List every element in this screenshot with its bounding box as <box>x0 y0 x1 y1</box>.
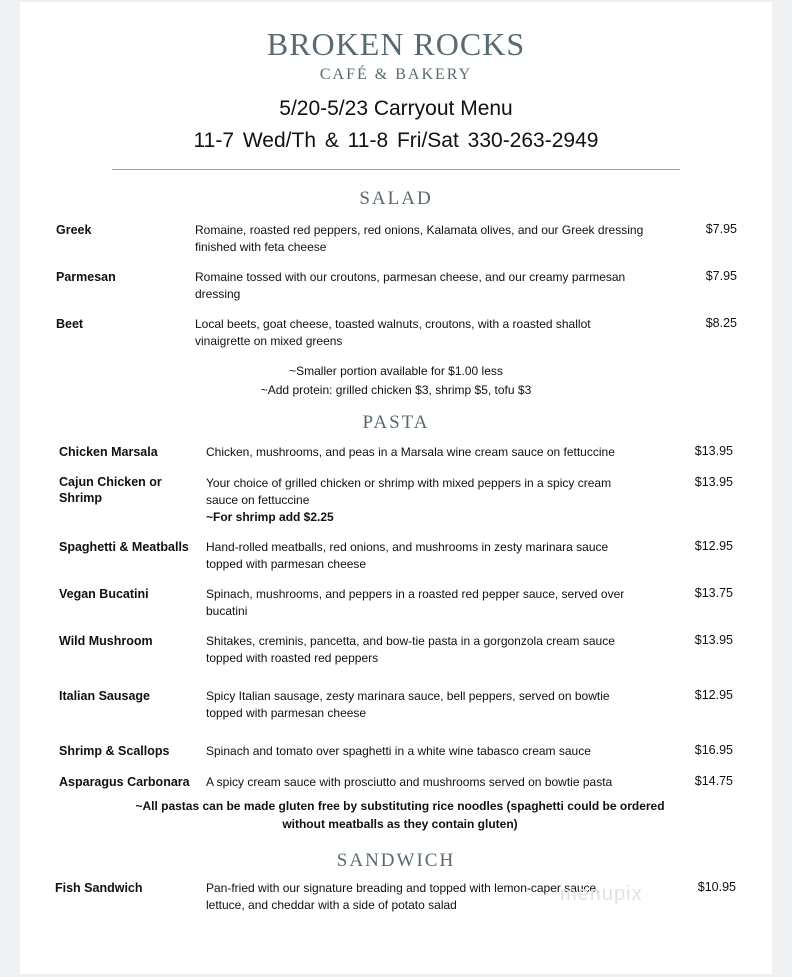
item-name: Cajun Chicken or Shrimp <box>59 475 162 505</box>
item-description: Chicken, mushrooms, and peas in a Marsala wine cream sauce on fettuccine <box>206 445 615 459</box>
item-description: Spicy Italian sausage, zesty marinara sauce, bell peppers, served on bowtie topped with parmesan cheese <box>206 689 610 720</box>
item-description: Spinach, mushrooms, and peppers in a roasted red pepper sauce, served over bucatini <box>206 587 625 618</box>
item-description: Local beets, goat cheese, toasted walnuts, croutons, with a roasted shallot vinaigrette on mixed greens <box>195 317 591 348</box>
menu-hours: 11-7 Wed/Th & 11-8 Fri/Sat 330-263-2949 <box>193 129 599 152</box>
brand-title: BROKEN ROCKS <box>266 26 526 62</box>
item-price: $7.95 <box>705 269 737 283</box>
item-price: $10.95 <box>697 880 736 894</box>
item-name: Fish Sandwich <box>55 881 143 895</box>
item-price: $14.75 <box>694 774 733 788</box>
section-title-sandwich: SANDWICH <box>336 850 456 871</box>
item-description: Your choice of grilled chicken or shrimp with mixed peppers in a spicy cream sauce on fettuccine ~For shrimp add $2.25 <box>206 476 612 524</box>
item-description: A spicy cream sauce with prosciutto and mushrooms served on bowtie pasta <box>206 775 613 789</box>
pasta-gluten-note: ~All pastas can be made gluten free by substituting rice noodles (spaghetti could be ordered without meatballs as they contain gluten) <box>135 799 665 831</box>
item-name: Spaghetti & Meatballs <box>59 540 189 554</box>
watermark: menupix <box>560 883 643 905</box>
item-price: $12.95 <box>694 539 733 553</box>
item-price: $13.95 <box>694 633 733 647</box>
item-description: Shitakes, creminis, pancetta, and bow-tie pasta in a gorgonzola cream sauce topped with roasted red peppers <box>206 634 615 665</box>
menu-dates: 5/20-5/23 Carryout Menu <box>279 97 513 120</box>
item-name: Asparagus Carbonara <box>59 775 190 789</box>
salad-note-portion: ~Smaller portion available for $1.00 less <box>289 364 503 378</box>
item-name: Wild Mushroom <box>59 634 153 648</box>
section-title-salad: SALAD <box>359 188 433 209</box>
item-name: Beet <box>56 317 84 331</box>
item-description: Romaine tossed with our croutons, parmesan cheese, and our creamy parmesan dressing <box>195 270 626 301</box>
salad-note-protein: ~Add protein: grilled chicken $3, shrimp $5, tofu $3 <box>260 383 532 397</box>
item-price: $13.95 <box>694 444 733 458</box>
section-title-pasta: PASTA <box>362 412 430 433</box>
item-description: Pan-fried with our signature breading and topped with lemon-caper sauce, lettuce, and cheddar with a side of potato salad <box>206 881 600 912</box>
item-price: $13.75 <box>694 586 733 600</box>
item-price: $12.95 <box>694 688 733 702</box>
item-description: Spinach and tomato over spaghetti in a white wine tabasco cream sauce <box>206 744 591 758</box>
item-name: Greek <box>56 223 92 237</box>
item-description: Hand-rolled meatballs, red onions, and mushrooms in zesty marinara sauce topped with parmesan cheese <box>206 540 609 571</box>
item-price: $7.95 <box>705 222 737 236</box>
header-divider <box>112 169 680 170</box>
item-price: $16.95 <box>694 743 733 757</box>
item-name: Parmesan <box>56 270 116 284</box>
brand-subtitle: CAFÉ & BAKERY <box>319 66 473 83</box>
item-description: Romaine, roasted red peppers, red onions, Kalamata olives, and our Greek dressing finished with feta cheese <box>195 223 644 254</box>
item-name: Italian Sausage <box>59 689 151 703</box>
item-name: Vegan Bucatini <box>59 587 149 601</box>
item-price: $8.25 <box>705 316 737 330</box>
item-name: Shrimp & Scallops <box>59 744 170 758</box>
item-name: Chicken Marsala <box>59 445 158 459</box>
item-price: $13.95 <box>694 475 733 489</box>
